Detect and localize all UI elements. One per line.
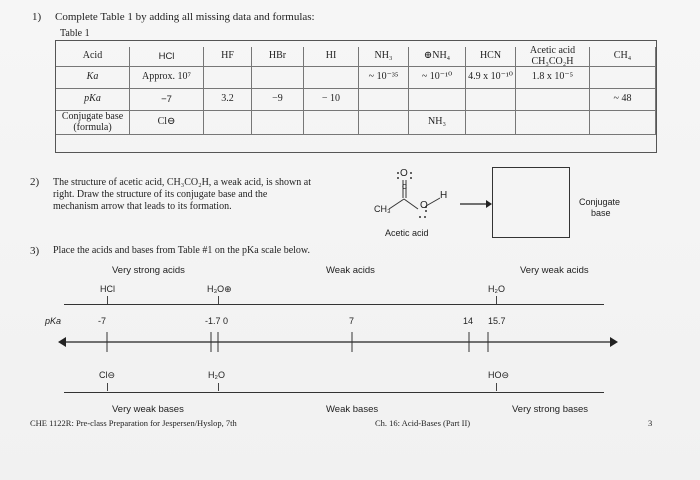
table-cell[interactable] xyxy=(590,67,656,89)
table-cell[interactable] xyxy=(516,89,590,111)
species-h2o-top: H₂O xyxy=(488,284,505,294)
table-cell[interactable]: NH₃ xyxy=(409,111,466,135)
q2-text-1: The structure of acetic acid, CH₃CO₂H, a weak acid, is shown at xyxy=(53,177,311,188)
table-cell[interactable]: ~ 10⁻¹⁰ xyxy=(409,67,466,89)
pka-value-7: 7 xyxy=(349,316,355,326)
table-title: Table 1 xyxy=(60,28,90,39)
table-cell[interactable]: −7 xyxy=(130,89,204,111)
pka-value-14: 14 xyxy=(463,316,474,326)
oxygen-side: O xyxy=(420,200,428,211)
molecule-label: Acetic acid xyxy=(385,228,429,238)
tick-h2o-top xyxy=(496,296,497,304)
oxygen-top: O xyxy=(400,168,408,179)
tick-h2o-bottom xyxy=(218,383,219,391)
row-header: Conjugate base (formula) xyxy=(56,111,130,135)
table-cell[interactable] xyxy=(252,67,304,89)
table-cell[interactable]: Approx. 10⁷ xyxy=(130,67,204,89)
tick-ho xyxy=(496,383,497,391)
table-cell[interactable]: 3.2 xyxy=(204,89,252,111)
top-divider xyxy=(64,304,604,305)
table-cell[interactable]: 4.9 x 10⁻¹⁰ xyxy=(466,67,516,89)
very-weak-acids: Very weak acids xyxy=(520,265,589,276)
table-cell[interactable] xyxy=(359,89,409,111)
table-cell[interactable] xyxy=(590,111,656,135)
pka-value-15-7: 15.7 xyxy=(488,316,506,326)
table-1 xyxy=(55,28,657,153)
reaction-arrow xyxy=(458,198,492,210)
table-cell[interactable] xyxy=(304,67,359,89)
species-h2o-bottom: H₂O xyxy=(208,370,225,380)
table-cell: CH₄ xyxy=(590,47,656,67)
table-cell: HCl xyxy=(130,47,204,67)
table-cell[interactable] xyxy=(304,111,359,135)
table-cell: Acetic acid CH₃CO₂H xyxy=(516,47,590,67)
very-strong-acids: Very strong acids xyxy=(112,265,185,276)
table-cell[interactable] xyxy=(516,111,590,135)
hydrogen-label: H xyxy=(440,190,448,201)
table-cell[interactable] xyxy=(204,67,252,89)
table-cell[interactable] xyxy=(466,111,516,135)
table-cell[interactable] xyxy=(409,89,466,111)
table-cell[interactable]: −9 xyxy=(252,89,304,111)
bottom-divider xyxy=(64,392,604,393)
table-cell: HBr xyxy=(252,47,304,67)
table-cell: NH₃ xyxy=(359,47,409,67)
pka-value-neg1-7-0: -1.7 0 xyxy=(205,316,229,326)
q2-text-3: mechanism arrow that leads to its formation. xyxy=(53,201,232,212)
conjugate-label-1: Conjugate xyxy=(579,197,621,207)
pka-value-neg7: -7 xyxy=(98,316,107,326)
table-cell: HF xyxy=(204,47,252,67)
q1-prompt: Complete Table 1 by adding all missing data and formulas: xyxy=(55,11,315,23)
very-strong-bases: Very strong bases xyxy=(512,404,589,415)
pka-label: pKa xyxy=(45,316,62,326)
species-hcl: HCl xyxy=(100,284,115,294)
table-cell[interactable] xyxy=(252,111,304,135)
pka-axis xyxy=(58,330,618,354)
tick-h3o xyxy=(218,296,219,304)
carbon-label: C xyxy=(402,184,408,191)
table-cell: ⊕NH₄ xyxy=(409,47,466,67)
q2-number: 2) xyxy=(30,176,40,188)
q3-prompt: Place the acids and bases from Table #1 on the pKa scale below. xyxy=(53,245,310,256)
table-cell[interactable]: − 10 xyxy=(304,89,359,111)
acetic-acid-structure xyxy=(360,162,480,226)
species-cl: Cl⊖ xyxy=(99,370,116,380)
table-cell[interactable]: 1.8 x 10⁻⁵ xyxy=(516,67,590,89)
weak-bases: Weak bases xyxy=(326,404,379,415)
table-cell[interactable]: ~ 48 xyxy=(590,89,656,111)
species-ho: HO⊖ xyxy=(488,370,510,380)
ch3-label: CH₃ xyxy=(374,204,391,214)
footer-chapter: Ch. 16: Acid-Bases (Part II) xyxy=(375,418,471,428)
table-cell: HCN xyxy=(466,47,516,67)
conjugate-label-2: base xyxy=(591,208,611,218)
q2-text-2: right. Draw the structure of its conjugate base and the xyxy=(53,189,268,200)
table-cell[interactable]: Cl⊖ xyxy=(130,111,204,135)
conjugate-base-box[interactable] xyxy=(492,167,570,238)
page-number: 3 xyxy=(648,418,653,428)
row-header: pKa xyxy=(56,89,130,111)
table-cell: HI xyxy=(304,47,359,67)
tick-cl xyxy=(107,383,108,391)
very-weak-bases: Very weak bases xyxy=(112,404,184,415)
tick-hcl xyxy=(107,296,108,304)
row-header: Acid xyxy=(56,47,130,67)
weak-acids: Weak acids xyxy=(326,265,375,276)
row-header: Ka xyxy=(56,67,130,89)
table-cell[interactable] xyxy=(204,111,252,135)
species-h3o: H₃O⊕ xyxy=(207,284,232,294)
table-cell[interactable] xyxy=(359,111,409,135)
q1-number: 1) xyxy=(32,11,42,23)
footer-course: CHE 1122R: Pre-class Preparation for Jespersen/Hyslop, 7th xyxy=(30,418,237,428)
table-cell[interactable] xyxy=(466,89,516,111)
q3-number: 3) xyxy=(30,245,40,257)
table-cell[interactable]: ~ 10⁻³⁵ xyxy=(359,67,409,89)
